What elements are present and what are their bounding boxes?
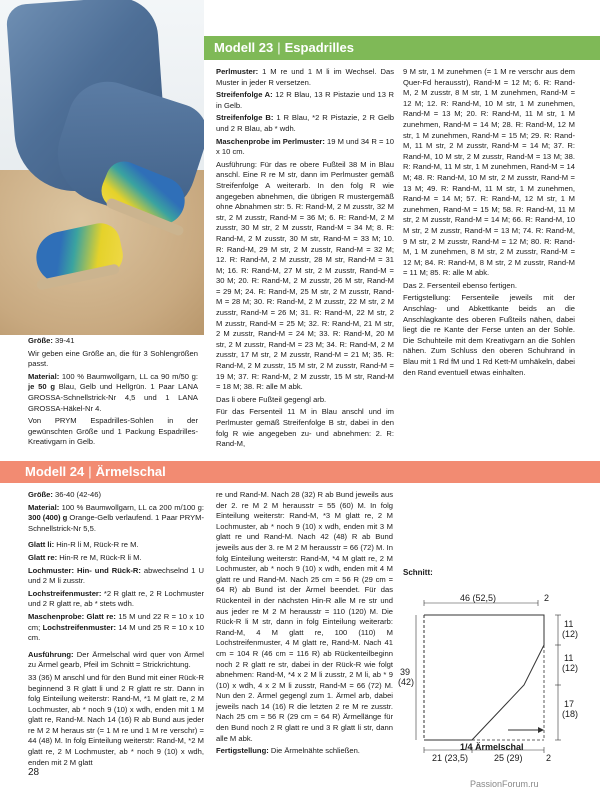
model23-left-part: Das li obere Fußteil gegengl arb.	[216, 394, 327, 404]
model23-finishing: Fertigstellung: Fersenteile jeweils mit der Anschlag- und Abkettkante beids an die Anschlagkante des oberen Fußteils nähen, dabei liegt die re Kante der Ferse unten an der Sohle. Die Schuhteile mit dem Kreativgarn an die Sohlen nähen. Zum Schluss den oberen Schuhrand in Blau mit 1 Rd fM und 1 Rd Kett-M umhäkeln, dabei den Rand eventuell etwas einhalten.	[403, 293, 575, 377]
schema-caption: 1/4 Ärmelschal	[460, 742, 524, 752]
model23-heel-continued: 9 M str, 1 M zunehmen (= 1 M re verschr aus dem Quer-Fd herausstr), Rand-M = 12 M; 6. R: Rand-M, 2 M zusstr, 8 M str, 1 M zunehmen, Rand-M = 12 M; 12. R: Rand-M, 10 M str, 1 M zunehmen, Rand-M = 13 M; 20. R: Rand-M, 11 M str, 1 M zunehmen, Rand-M = 14 M; 28. R: Rand-M, 12 M str, 1 M zunehmen, Rand-M = 15 M; 29. R: Rand-M, 11 M str, 2 M zusstr, Rand-M = 14 M; 37. R: Rand-M, 10 M str, 2 M zusstr, Rand-M = 13 M; 38. R: Rand-M, 11 M str, 1 M zunehmen, Rand-M = 14 M; 48. R: Rand-M, 10 M str, 2 M zusstr, Rand-M = 13 M; 49. R: Rand-M, 11 M str, 1 M zunehmen, Rand-M = 14 M; 57. R: Rand-M, 12 M str, 1 M zunehmen, Rand-M = 15 M; 58. R: Rand-M, 11 M str, 2 M zusstr, Rand-M = 14 M; 66. R: Rand-M, 10 M str, 2 M zusstr, Rand-M = 13 M; 74. R: Rand-M, 9 M str, 2 M zusstr, Rand-M = 12 M; 80. R: Rand-M, 1 M zunehmen, 8 M str, 2 M zusstr, Rand-M = 12 M; 84. R: Rand-M, 8 M str, 2 M zusstr, Rand-M = 11 M; 85. R: alle M abk.	[403, 67, 575, 278]
model23-name: Espadrilles	[284, 40, 355, 55]
dim-right-mid-paren: (12)	[562, 663, 579, 673]
model24-glatt-li: Glatt li: Hin-R li M, Rück-R re M.	[28, 540, 139, 550]
model23-materials	[28, 336, 198, 450]
schematic-arrow-head	[538, 727, 544, 733]
dim-right-mid: 11	[564, 653, 574, 663]
model24-lace: Lochmuster: Hin- und Rück-R: abwechselnd 1 U und 2 M li zusstr.	[28, 565, 204, 586]
espadrilles-photo	[0, 0, 204, 335]
watermark: PassionForum.ru	[470, 779, 539, 789]
model23-heel: Für das Fersenteil 11 M in Blau anschl und im Perlmuster gemäß Streifenfolge B str, dabei in den folg R wie angegeben zu- und abnehmen: 2. R: Rand-M,	[216, 407, 394, 449]
knitting-schematic	[398, 565, 598, 765]
model23-size-note: Wir geben eine Größe an, die für 3 Sohlengrößen passt.	[28, 348, 198, 369]
dim-bottom-left: 21 (23,5)	[432, 753, 469, 763]
dim-top-mark: 2	[544, 593, 550, 603]
model23-instructions-1	[216, 67, 394, 452]
schematic-outline	[424, 615, 544, 740]
dim-left-height-paren: (42)	[398, 677, 415, 687]
model23-header: Modell 23 | Espadrilles	[204, 36, 600, 60]
model23-execution: Ausführung: Für das re obere Fußteil 38 M in Blau anschl. Eine R re M str, dann im Perlmuster gemäß Streifenfolge A weiterarb. In den folg R wie angegeben abnehmen, die übrigen R mustergemäß ohne Abnahmen str: 5. R: Rand-M, 2 M zusstr, 32 M str, 2 M zusstr, Rand-M = 36 M; 6. R: Rand-M, 2 M zusstr, 30 M str, 2 M zusstr, Rand-M = 34 M; 8. R: Rand-M, 2 M zusstr, 30 M str, Rand-M = 33 M; 10. R: Rand-M, 29 M str, 2 M zusstr, Rand-M = 32 M; 12. R: Rand-M, 2 M zusstr, 28 M str, Rand-M = 31 M; 16. R: Rand-M, 27 M str, 2 M zusstr, Rand-M = 30 M; 20. R: Rand-M, 2 M zusstr, 26 M str, Rand-M = 29 M; 24. R: Rand-M, 25 M str, 2 M zusstr, Rand-M = 28 M; 30. R: Rand-M, 2 M zusstr, 22 M str, 2 M zusstr, Rand-M = 26 M; 31. R: Rand-M, 22 M str, 2 M zusstr, Rand-M = 25 M; 32. R: Rand-M, 21 M str, 2 M zusstr, Rand-M = 24 M; 33. R: Rand-M, 20 M str, 2 M zusstr, Rand-M = 23 M; 34. R: Rand-M, 2 M zusstr, 17 M str, 2 M zusstr, Rand-M = 21 M; 35. R: Rand-M, 2 M zusstr, 15 M str, 2 M zusstr, Rand-M = 19 M; 37. R: Rand-M, 2 M zusstr, 15 M str, Rand-M = 18 M; 38. R: alle M abk.	[216, 159, 394, 392]
model24-glatt-re: Glatt re: Hin-R re M, Rück-R li M.	[28, 552, 142, 562]
model24-name: Ärmelschal	[95, 464, 166, 479]
model23-pattern: Perlmuster: 1 M re und 1 M li im Wechsel. Das Muster in jeder R versetzen.	[216, 67, 394, 87]
model24-material: Material: 100 % Baumwollgarn, LL ca 200 m/100 g: 300 (400) g Orange-Gelb verlaufend. 1 Paar PRYM-Schnellstrick-Nr 5,5.	[28, 502, 204, 533]
model23-second-heel: Das 2. Fersenteil ebenso fertigen.	[403, 280, 517, 290]
model24-execution-body: 33 (36) M anschl und für den Bund mit einer Rück-R beginnend 3 R glatt li und 2 R glatt re str. Dann in folg Einteilung weiterstr: Rand-M, *1 M glatt re, 2 M Lochmuster, ab * noch 9 (10) x wdh, enden mit 1 M glatt re, Rand-M. Nach 14 (16) R ab Bund aus jeder re M 2 M heraus str (= 1 M re und 1 M re verschr) = 44 (48) M. In folg Einteilung weiterstr: Rand-M, *2 M glatt re, 2 M Lochmuster, ab * noch 9 (10) x wdh, enden mit 2 M glatt	[28, 672, 204, 767]
dim-right-lower-paren: (18)	[562, 709, 579, 719]
model24-header: Modell 24 | Ärmelschal	[0, 461, 600, 483]
model23-soles: Von PRYM Espadrilles-Sohlen in der gewünschten Größe und 1 Packung Espadrilles-Kreativgarn in Gelb.	[28, 416, 198, 447]
page-number: 28	[28, 767, 40, 778]
model24-gauge: Maschenprobe: Glatt re: 15 M und 22 R = 10 x 10 cm; Lochstreifenmuster: 14 M und 25 R = 10 x 10 cm.	[28, 611, 204, 643]
dim-right-upper-paren: (12)	[562, 629, 579, 639]
model24-finishing: Fertigstellung: Die Ärmelnähte schließen.	[216, 746, 360, 756]
dim-top-width: 46 (52,5)	[460, 593, 497, 603]
model23-stripe-a: Streifenfolge A: 12 R Blau, 13 R Pistazie und 13 R in Gelb.	[216, 90, 394, 110]
model24-instructions-1	[28, 490, 204, 770]
model23-instructions-2	[403, 67, 575, 380]
model24-execution-continued: re und Rand-M. Nach 28 (32) R ab Bund jeweils aus der 2. re M 2 M herausstr = 55 (60) M. In folg Einteilung weiterstr: Rand-M, *3 M glatt re, 2 M Lochmuster, ab * noch 9 (10) x wdh, enden mit 3 M glatt re und Rand-M. Nach 42 (48) R ab Bund jeweils aus der 3. re M 2 M herausstr = 66 (72) M. In folg Einteilung weiterstr: Rand-M, *4 M glatt re, 2 M Lochmuster, ab * noch 9 (10) x wdh, enden mit 4 M glatt re und Rand-M. Nach 25 cm = 56 R (29 cm = 64 R) ab Bund ist der Ärmel beendet. Für das Rückenteil in der nächsten Hin-R alle M re str und aus jeder re M 2 M herausstr = 110 (120) M. Die Rück-R li M str, dann in folg Einteilung weiterarb: Rand-M, 4 M glatt re, 100 (110) M Lochstreifenmuster, 4 M glatt re, Rand-M. Nach 41 cm = 104 R (46 cm = 116 R) ab Rückenteilbeginn noch 2 R glatt re str, dabei in der Rück-R wie folgt abnehmen: Rand-M, *4 x 2 M li zusstr, 2 M li, ab * 9 (10) x wdh, 4 x 2 M li zusstr, Rand-M = 66 (72) M. Nun den 2. Ärmel gegengl zum 1. Ärmel arb, dabei jeweils nach 14 (16) R die letzten 2 re M re zusstr. Nach 25 cm = 56 R (29 cm = 64 R) Ärmellänge für den Bund noch 2 R glatt re und 3 R glatt li str, dann alle M abk.	[216, 490, 393, 743]
dim-bottom-mark: 2	[546, 753, 552, 763]
model23-gauge: Maschenprobe im Perlmuster: 19 M und 34 R = 10 x 10 cm.	[216, 136, 395, 157]
model24-instructions-2	[216, 490, 393, 759]
model24-size: Größe: 36-40 (42-46)	[28, 490, 102, 499]
dim-right-lower: 17	[564, 699, 575, 709]
model24-number: Modell 24	[25, 464, 85, 479]
dim-bottom-right: 25 (29)	[494, 753, 523, 763]
model24-lace-stripes: Lochstreifenmuster: *2 R glatt re, 2 R Lochmuster und 2 R glatt re, ab * stets wdh.	[28, 588, 204, 609]
model24-execution: Ausführung: Der Ärmelschal wird quer von Ärmel zu Ärmel gearb, Pfeil im Schnitt = Strickrichtung.	[28, 649, 204, 670]
model23-material: Material: 100 % Baumwollgarn, LL ca 90 m/50 g: je 50 g Blau, Gelb und Hellgrün. 1 Paar LANA GROSSA-Schnellstrick-Nr 4,5 und 1 LANA GROSSA-Häkel-Nr 4.	[28, 371, 199, 413]
schema-title: Schnitt:	[403, 568, 433, 577]
dim-left-height: 39	[400, 667, 411, 677]
model23-size: Größe: 39-41	[28, 336, 75, 345]
model23-stripe-b: Streifenfolge B: 1 R Blau, *2 R Pistazie, 2 R Gelb und 2 R Blau, ab * wdh.	[216, 113, 394, 133]
model23-number: Modell 23	[214, 40, 274, 55]
dim-right-upper: 11	[564, 619, 574, 629]
